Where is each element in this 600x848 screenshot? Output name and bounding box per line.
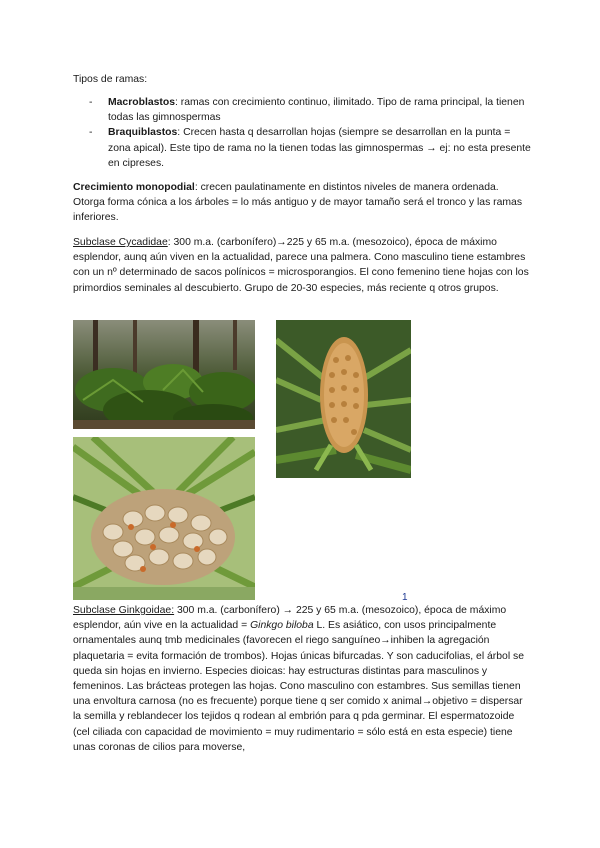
- male-cone-photo: [276, 320, 411, 478]
- term-ginkgoidae: Subclase Ginkgoidae:: [73, 605, 175, 616]
- species-name: Ginkgo biloba: [250, 620, 314, 632]
- paragraph-text: 300 m.a. (carbonífero) → 225 y 65 m.a. (mesozoico), época de máximo esplendor, aún vive en la actualidad =: [73, 605, 507, 632]
- bullet-dash: -: [89, 97, 93, 108]
- cycad-forest-photo: [73, 320, 255, 429]
- paragraph-text: L. Es asiático, con usos principalmente ornamentales aunq tmb medicinales (favorecen el riego sanguíneo→inhiben la agregación plaquetaria = evita formación de trombos). Hojas únicas bifurcadas. Y son caducifolias, el árbol se queda sin hojas en invierno. Especies dioicas: hay estructuras distintas para masculinos y femeninos. Las brácteas protegen las hojas. Cono masculino con estambres. Sus semillas tienen una envoltura carnosa (no es frecuente) porque tiene q ser comido x animal→objetivo = dispersar la semilla y reblandecer los tejidos q rodean al embrión para q pda germinar. El espermatozoide (cel ciliada con capacidad de movimiento = muy rudimentario = sólo está en esta especie) tiene unas coronas de cilios para moverse,: [73, 620, 524, 753]
- list-item: [73, 95, 533, 125]
- term-macroblastos: Macroblastos: [108, 97, 175, 108]
- bullet-dash: -: [89, 127, 93, 139]
- term-cycadidae: Subclase Cycadidae: [73, 237, 168, 248]
- definition-text: : ramas con crecimiento continuo, ilimitado. Tipo de rama principal, la tienen todas las gimnospermas: [108, 97, 525, 124]
- list-item: [73, 125, 533, 171]
- paragraph-text: : 300 m.a. (carbonífero)→225 y 65 m.a. (mesozoico), época de máximo esplendor, aunq aún viven en la actualidad, parece una palmera. Cono masculino tiene estambres con un nº determinado de sacos polínicos = microsporangios. El cono femenino tiene hojas con los primordios seminales al descubierto. Grupo de 20-30 especies, más reciente q otros grupos.: [73, 237, 529, 294]
- section-heading: Tipos de ramas:: [73, 74, 148, 85]
- branch-types-list: [73, 95, 533, 171]
- paragraph-text: : crecen paulatinamente en distintos niveles de manera ordenada. Otorga forma cónica a los árboles = lo más antiguo y de mayor tamaño será el tronco y las ramas inferiores.: [73, 182, 523, 224]
- page-number: 1: [402, 592, 408, 603]
- paragraph-ginkgoidae: [73, 603, 533, 755]
- paragraph-cycadidae: [73, 235, 533, 296]
- definition-text: : Crecen hasta q desarrollan hojas (siempre se desarrollan en la punta = zona apical). Este tipo de rama no la tienen todas las gimnospermas → ej: no esta presente en cipreses.: [108, 127, 531, 169]
- term-braquiblastos: Braquiblastos: [108, 127, 178, 139]
- female-cone-photo: [73, 437, 255, 600]
- term-monopodial: Crecimiento monopodial: [73, 182, 195, 193]
- paragraph-monopodial: [73, 180, 533, 226]
